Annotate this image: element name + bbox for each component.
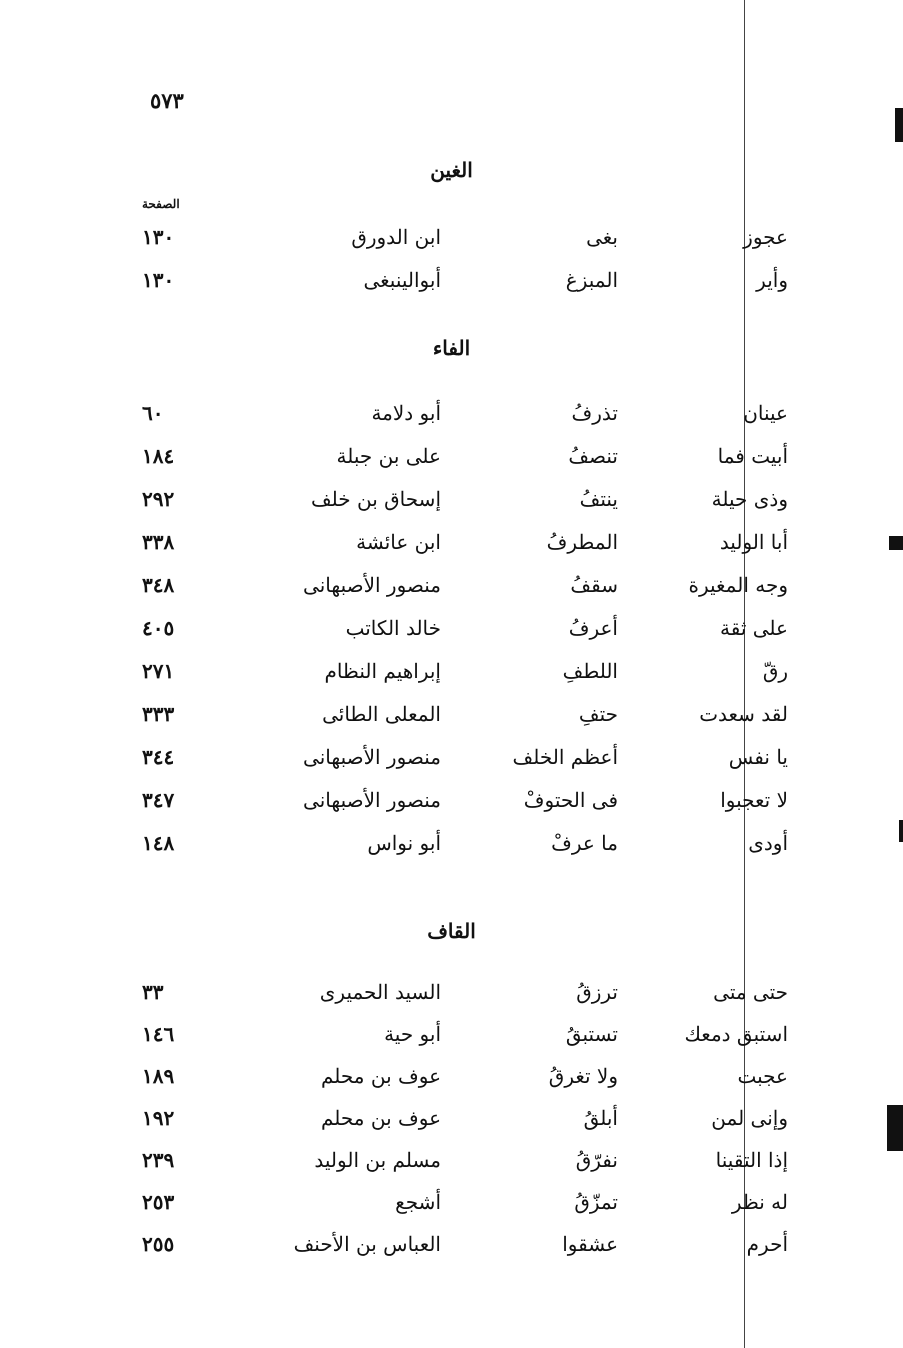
first-words: إذا التقينا — [715, 1148, 788, 1172]
edge-mark — [895, 108, 903, 142]
poet-name: أبو حية — [384, 1022, 441, 1046]
poet-name: مسلم بن الوليد — [314, 1148, 441, 1172]
index-entry — [0, 739, 903, 775]
rhyme-word: أبلقُ — [583, 1106, 618, 1130]
rhyme-word: ينتفُ — [579, 487, 618, 511]
page-ref: ١٨٩ — [142, 1064, 175, 1088]
index-entry — [0, 1016, 903, 1052]
page-ref: ٣٣ — [142, 980, 164, 1004]
index-entry — [0, 825, 903, 861]
index-entry — [0, 438, 903, 474]
poet-name: منصور الأصبهانى — [303, 745, 441, 769]
page-ref: ١٣٠ — [142, 225, 175, 249]
poet-name: عوف بن محلم — [320, 1106, 441, 1130]
poet-name: إسحاق بن خلف — [310, 487, 441, 511]
first-words: عجوز — [743, 225, 788, 249]
poet-name: منصور الأصبهانى — [303, 573, 441, 597]
rhyme-word: اللطفِ — [562, 659, 618, 683]
rhyme-word: بغى — [586, 225, 618, 249]
poet-name: عوف بن محلم — [320, 1064, 441, 1088]
rhyme-word: ما عرفْ — [551, 831, 618, 855]
index-entry — [0, 1058, 903, 1094]
index-entry — [0, 782, 903, 818]
rhyme-word: تستبقُ — [565, 1022, 618, 1046]
page-ref: ٣٣٨ — [142, 530, 175, 554]
rhyme-word: نفرّقُ — [575, 1148, 618, 1172]
index-entry — [0, 395, 903, 431]
poet-name: أبو دلامة — [371, 401, 441, 425]
poet-name: العباس بن الأحنف — [293, 1232, 441, 1256]
first-words: أبيت فما — [717, 444, 788, 468]
index-entry — [0, 696, 903, 732]
page-ref: ٢٥٣ — [142, 1190, 175, 1214]
rhyme-word: ولا تغرقُ — [548, 1064, 618, 1088]
page-ref: ١٤٦ — [142, 1022, 175, 1046]
first-words: وجه المغيرة — [688, 573, 788, 597]
section-title-ghayn: الغين — [430, 158, 473, 182]
rhyme-word: حتفِ — [578, 702, 618, 726]
page-ref: ٢٣٩ — [142, 1148, 175, 1172]
rhyme-word: ترزقُ — [576, 980, 618, 1004]
first-words: يا نفس — [728, 745, 788, 769]
poet-name: إبراهيم النظام — [324, 659, 441, 683]
first-words: وذى حيلة — [711, 487, 788, 511]
index-entry — [0, 524, 903, 560]
index-entry — [0, 1142, 903, 1178]
page-ref: ٤٠٥ — [142, 616, 175, 640]
index-entry — [0, 1100, 903, 1136]
index-entry — [0, 974, 903, 1010]
page-ref: ٣٤٨ — [142, 573, 175, 597]
rhyme-word: سقفُ — [570, 573, 618, 597]
poet-name: منصور الأصبهانى — [303, 788, 441, 812]
rhyme-word: فى الحتوفْ — [523, 788, 618, 812]
first-words: لا تعجبوا — [720, 788, 788, 812]
page-ref: ٦٠ — [142, 401, 164, 425]
poet-name: أبوالينبغى — [363, 268, 441, 292]
page-ref: ٣٣٣ — [142, 702, 175, 726]
index-entry — [0, 262, 903, 298]
first-words: وأير — [756, 268, 788, 292]
rhyme-word: المطرفُ — [546, 530, 618, 554]
index-entry — [0, 481, 903, 517]
rhyme-word: عشقوا — [562, 1232, 618, 1256]
rhyme-word: تذرفُ — [571, 401, 618, 425]
first-words: رقّ — [762, 659, 788, 683]
first-words: أودى — [748, 831, 788, 855]
index-entry — [0, 610, 903, 646]
section-title-qaf: القاف — [427, 919, 476, 943]
first-words: استبق دمعك — [684, 1022, 788, 1046]
first-words: على ثقة — [720, 616, 788, 640]
index-entry — [0, 1226, 903, 1262]
rhyme-word: تنصفُ — [568, 444, 618, 468]
index-entry — [0, 567, 903, 603]
page-ref: ١٤٨ — [142, 831, 175, 855]
page-column-header: الصفحة — [142, 197, 180, 211]
index-entry — [0, 653, 903, 689]
first-words: عينان — [743, 401, 788, 425]
section-title-faa: الفاء — [432, 336, 471, 360]
poet-name: خالد الكاتب — [345, 616, 441, 640]
page-ref: ١٨٤ — [142, 444, 175, 468]
page-ref: ١٣٠ — [142, 268, 175, 292]
first-words: وإنى لمن — [711, 1106, 788, 1130]
rhyme-word: أعرفُ — [568, 616, 618, 640]
page-ref: ٢٩٢ — [142, 487, 175, 511]
page-number: ٥٧٣ — [150, 88, 184, 113]
rhyme-word: المبزغ — [565, 268, 618, 292]
poet-name: المعلى الطائى — [322, 702, 441, 726]
first-words: أبا الوليد — [719, 530, 788, 554]
poet-name: أشجع — [395, 1190, 441, 1214]
first-words: أحرم — [746, 1232, 788, 1256]
page-ref: ٣٤٧ — [142, 788, 175, 812]
poet-name: على بن جبلة — [336, 444, 441, 468]
poet-name: ابن الدورق — [351, 225, 441, 249]
page-ref: ٣٤٤ — [142, 745, 175, 769]
first-words: له نظر — [731, 1190, 788, 1214]
index-entry — [0, 1184, 903, 1220]
poet-name: أبو نواس — [367, 831, 441, 855]
page-ref: ٢٥٥ — [142, 1232, 175, 1256]
poet-name: ابن عائشة — [356, 530, 441, 554]
page-ref: ١٩٢ — [142, 1106, 175, 1130]
rhyme-word: أعظم الخلف — [512, 745, 618, 769]
rhyme-word: تمزّقُ — [574, 1190, 618, 1214]
page-ref: ٢٧١ — [142, 659, 175, 683]
first-words: حتى متى — [713, 980, 788, 1004]
first-words: عجبت — [737, 1064, 788, 1088]
poet-name: السيد الحميرى — [319, 980, 441, 1004]
index-entry — [0, 219, 903, 255]
first-words: لقد سعدت — [699, 702, 788, 726]
